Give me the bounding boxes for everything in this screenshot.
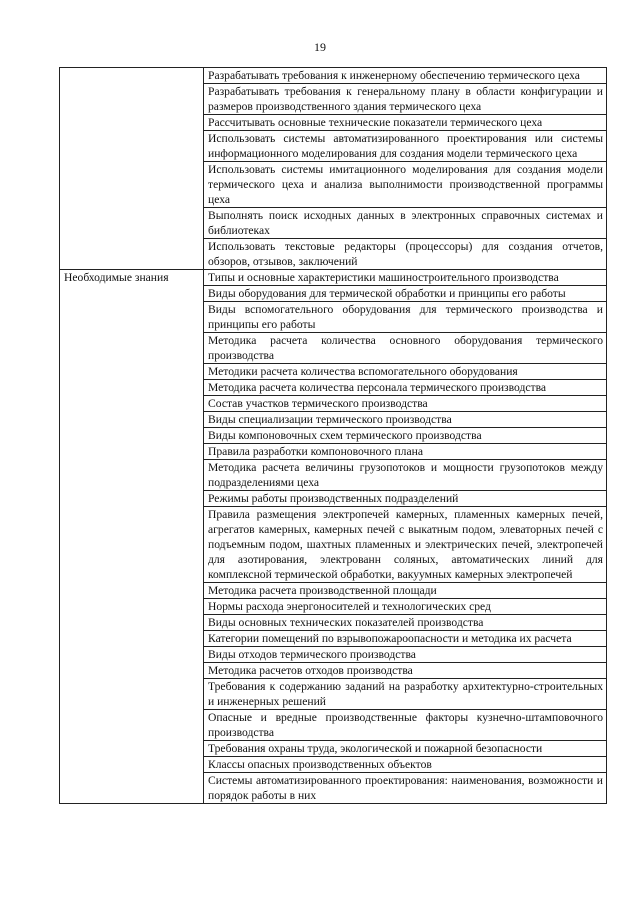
requirement-text: Виды специализации термического производства xyxy=(204,412,607,428)
requirement-text: Классы опасных производственных объектов xyxy=(204,757,607,773)
requirement-text: Использовать системы имитационного моделирования для создания модели термического цеха и анализа выполнимости производственной программы цеха xyxy=(204,162,607,208)
requirement-text: Правила разработки компоновочного плана xyxy=(204,444,607,460)
requirement-text: Виды отходов термического производства xyxy=(204,647,607,663)
requirement-text: Методика расчета производственной площади xyxy=(204,583,607,599)
requirement-text: Нормы расхода энергоносителей и технологических сред xyxy=(204,599,607,615)
requirement-text: Требования к содержанию заданий на разработку архитектурно-строительных и инженерных решений xyxy=(204,679,607,710)
requirement-text: Виды вспомогательного оборудования для термического производства и принципы его работы xyxy=(204,302,607,333)
requirement-text: Системы автоматизированного проектирования: наименования, возможности и порядок работы в них xyxy=(204,773,607,804)
table-row xyxy=(60,270,607,286)
requirement-text: Опасные и вредные производственные факторы кузнечно-штамповочного производства xyxy=(204,710,607,741)
requirement-text: Разрабатывать требования к генеральному плану в области конфигурации и размеров производственного здания термического цеха xyxy=(204,84,607,115)
requirement-text: Виды компоновочных схем термического производства xyxy=(204,428,607,444)
requirement-text: Типы и основные характеристики машиностроительного производства xyxy=(204,270,607,286)
requirement-text: Использовать системы автоматизированного проектирования или системы информационного моделирования для создания модели термического цеха xyxy=(204,131,607,162)
section-label-empty xyxy=(60,68,204,270)
requirement-text: Категории помещений по взрывопожароопасности и методика их расчета xyxy=(204,631,607,647)
requirement-text: Требования охраны труда, экологической и пожарной безопасности xyxy=(204,741,607,757)
requirement-text: Правила размещения электропечей камерных, пламенных камерных печей, агрегатов камерных, камерных печей с выкатным подом, элеваторных печей с подъемным подом, шахтных пламенных и электрических печей, электропечей для азотирования, электрованн соляных, автоматических линий для комплексной термической обработки, вакуумных камерных электропечей xyxy=(204,507,607,583)
requirement-text: Рассчитывать основные технические показатели термического цеха xyxy=(204,115,607,131)
qualification-table xyxy=(59,67,607,804)
requirement-text: Виды основных технических показателей производства xyxy=(204,615,607,631)
table-row xyxy=(60,68,607,84)
requirement-text: Методика расчета количества основного оборудования термического производства xyxy=(204,333,607,364)
requirement-text: Выполнять поиск исходных данных в электронных справочных системах и библиотеках xyxy=(204,208,607,239)
table-body xyxy=(60,68,607,804)
page-number: 19 xyxy=(314,40,326,54)
requirement-text: Методика расчетов отходов производства xyxy=(204,663,607,679)
requirement-text: Разрабатывать требования к инженерному обеспечению термического цеха xyxy=(204,68,607,84)
requirement-text: Методики расчета количества вспомогательного оборудования xyxy=(204,364,607,380)
requirement-text: Методика расчета величины грузопотоков и мощности грузопотоков между подразделениями цеха xyxy=(204,460,607,491)
requirement-text: Методика расчета количества персонала термического производства xyxy=(204,380,607,396)
requirement-text: Виды оборудования для термической обработки и принципы его работы xyxy=(204,286,607,302)
requirement-text: Использовать текстовые редакторы (процессоры) для создания отчетов, обзоров, отзывов, заключений xyxy=(204,239,607,270)
requirement-text: Режимы работы производственных подразделений xyxy=(204,491,607,507)
section-label: Необходимые знания xyxy=(60,270,204,804)
requirement-text: Состав участков термического производства xyxy=(204,396,607,412)
